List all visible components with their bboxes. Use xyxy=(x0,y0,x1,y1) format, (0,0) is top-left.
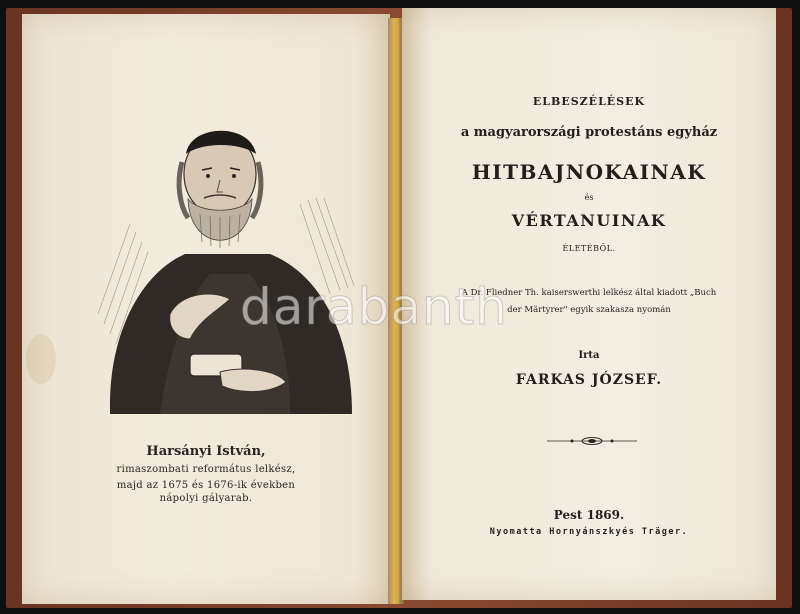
source-note: der Märtyrer" egyik szakasza nyomán xyxy=(507,305,671,315)
title-line: ELBESZÉLÉSEK xyxy=(532,95,646,108)
author-label: Irta xyxy=(578,350,600,361)
imprint-place-year: Pest 1869. xyxy=(553,508,625,522)
title-main: VÉRTANUINAK xyxy=(511,211,667,230)
printer-line: Nyomatta Hornyánszkyés Träger. xyxy=(489,527,689,537)
title-main: HITBAJNOKAINAK xyxy=(471,160,707,184)
title-line: és xyxy=(584,193,594,202)
portrait-engraving xyxy=(90,114,362,426)
portrait-caption-line: majd az 1675 és 1676-ik években xyxy=(116,480,296,491)
ornament-divider xyxy=(547,435,637,447)
title-line: a magyarországi protestáns egyház xyxy=(460,125,718,140)
source-note: A Dr. Fliedner Th. kaiserswerthi lelkész által kiadott „Buch xyxy=(461,288,717,298)
title-line: ÉLETÉBŐL. xyxy=(562,244,616,253)
portrait-caption-line: rimaszombati református lelkész, xyxy=(116,464,296,475)
watermark-text: darabanth xyxy=(240,278,508,336)
portrait-caption-line: nápolyi gályarab. xyxy=(159,493,253,504)
paper-stain xyxy=(26,334,56,384)
portrait-caption-name: Harsányi István, xyxy=(146,444,266,459)
author-name: FARKAS JÓZSEF. xyxy=(515,372,663,388)
